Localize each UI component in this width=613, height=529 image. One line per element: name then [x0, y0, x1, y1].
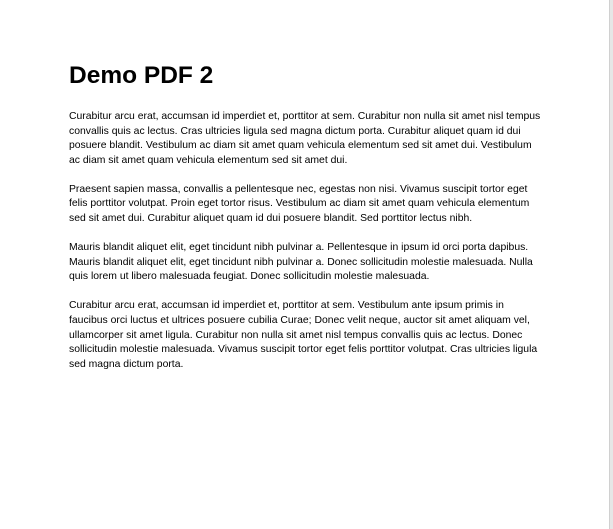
- page-content: [69, 61, 541, 372]
- paragraph-3: Mauris blandit aliquet elit, eget tincidunt nibh pulvinar a. Pellentesque in ipsum id orci porta dapibus. Mauris blandit aliquet elit, eget tincidunt nibh pulvinar a. Donec sollicitudin molestie malesuada. Nulla quis lorem ut libero malesuada feugiat. Donec sollicitudin molestie malesuada.: [69, 242, 533, 283]
- paragraph-4: Curabitur arcu erat, accumsan id imperdiet et, porttitor at sem. Vestibulum ante ipsum primis in faucibus orci luctus et ultrices posuere cubilia Curae; Donec velit neque, auctor sit amet aliquam vel, ullamcorper sit amet ligula. Curabitur non nulla sit amet nisl tempus convallis quis ac lectus. Donec sollicitudin molestie malesuada. Vivamus suscipit tortor eget felis porttitor volutpat. Cras ultricies ligula sed magna dictum porta.: [69, 300, 538, 370]
- vertical-scrollbar[interactable]: [609, 0, 613, 529]
- paragraph-1: Curabitur arcu erat, accumsan id imperdiet et, porttitor at sem. Curabitur non nulla sit amet nisl tempus convallis quis ac lectus. Cras ultricies ligula sed magna dictum porta. Curabitur aliquet quam id dui posuere blandit. Vestibulum ac diam sit amet quam vehicula elementum sed sit amet dui. Vestibulum ac diam sit amet quam vehicula elementum sed sit amet dui.: [69, 111, 541, 166]
- paragraph-2: Praesent sapien massa, convallis a pellentesque nec, egestas non nisi. Vivamus suscipit tortor eget felis porttitor volutpat. Proin eget tortor risus. Vestibulum ac diam sit amet quam vehicula elementum sed sit amet dui. Curabitur aliquet quam id dui posuere blandit. Sed porttitor lectus nibh.: [69, 183, 530, 225]
- document-title: Demo PDF 2: [69, 62, 214, 89]
